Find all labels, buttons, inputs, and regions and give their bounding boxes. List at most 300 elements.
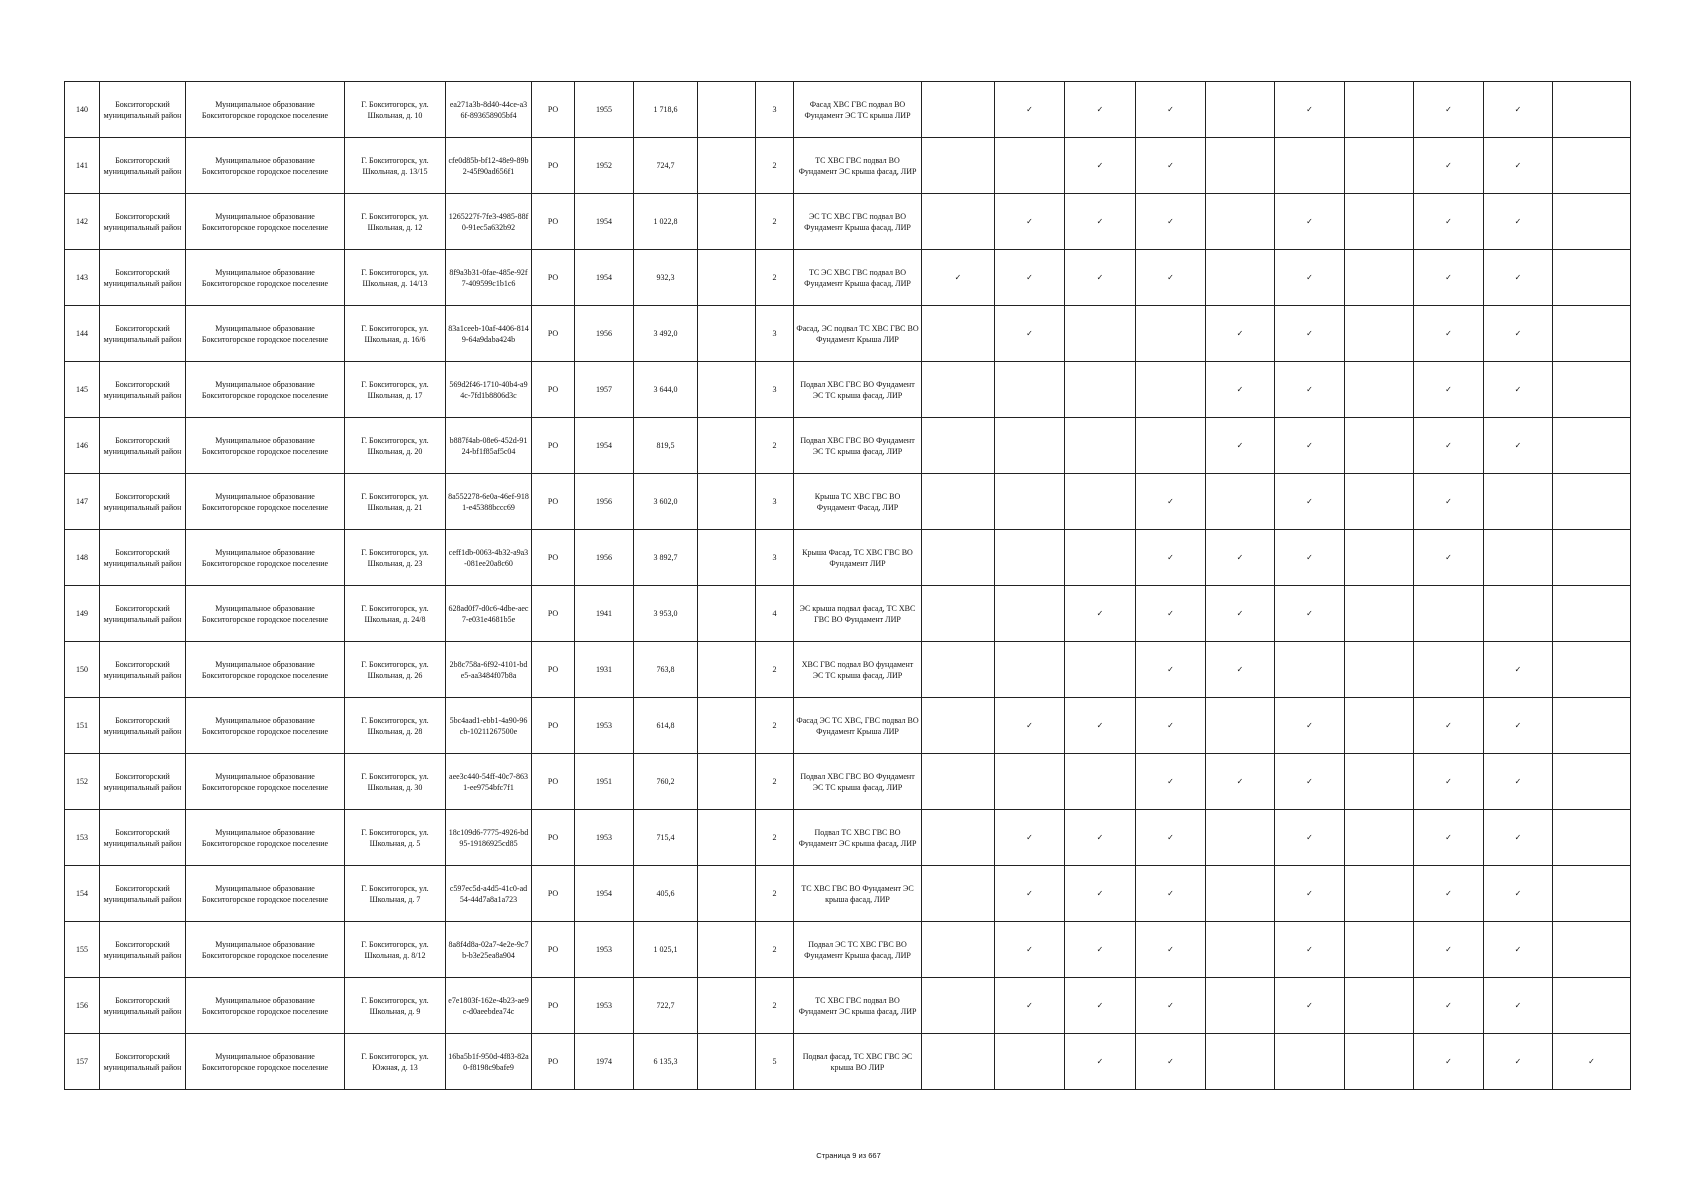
check-mark-cell: ✓ (1136, 698, 1206, 754)
empty-check-cell (1065, 642, 1136, 698)
blank-cell (698, 1034, 756, 1090)
municipality-cell: Муниципальное образование Бокситогорское городское поселение (186, 250, 345, 306)
area-cell: 3 953,0 (634, 586, 698, 642)
row-number-cell: 145 (65, 362, 100, 418)
empty-check-cell (1345, 530, 1414, 586)
check-mark-cell: ✓ (1414, 810, 1484, 866)
check-mark-cell: ✓ (1275, 418, 1345, 474)
check-mark-cell: ✓ (1275, 698, 1345, 754)
empty-check-cell (1065, 306, 1136, 362)
table-row (65, 922, 1631, 978)
check-mark-cell: ✓ (995, 866, 1065, 922)
works-list-cell: Фасад, ЭС подвал ТС ХВС ГВС ВО Фундамент Крыша ЛИР (794, 306, 922, 362)
empty-check-cell (995, 418, 1065, 474)
year-cell: 1953 (575, 978, 634, 1034)
empty-check-cell (922, 306, 995, 362)
municipality-cell: Муниципальное образование Бокситогорское городское поселение (186, 474, 345, 530)
works-list-cell: ХВС ГВС подвал ВО фундамент ЭС ТС крыша фасад, ЛИР (794, 642, 922, 698)
address-cell: Г. Бокситогорск, ул. Школьная, д. 12 (345, 194, 446, 250)
empty-check-cell (1553, 306, 1631, 362)
municipality-cell: Муниципальное образование Бокситогорское городское поселение (186, 138, 345, 194)
guid-cell: cfe0d85b-bf12-48e9-89b2-45f90ad656f1 (446, 138, 532, 194)
municipality-cell: Муниципальное образование Бокситогорское городское поселение (186, 1034, 345, 1090)
check-mark-cell: ✓ (1136, 530, 1206, 586)
district-cell: Бокситогорский муниципальный район (100, 698, 186, 754)
row-number-cell: 151 (65, 698, 100, 754)
municipality-cell: Муниципальное образование Бокситогорское городское поселение (186, 866, 345, 922)
type-cell: РО (532, 250, 575, 306)
empty-check-cell (1553, 586, 1631, 642)
page-footer (0, 1151, 1697, 1160)
area-cell: 819,5 (634, 418, 698, 474)
empty-check-cell (1553, 754, 1631, 810)
year-cell: 1953 (575, 810, 634, 866)
blank-cell (698, 586, 756, 642)
guid-cell: 8f9a3b31-0fae-485e-92f7-409599c1b1c6 (446, 250, 532, 306)
municipality-cell: Муниципальное образование Бокситогорское городское поселение (186, 362, 345, 418)
empty-check-cell (922, 586, 995, 642)
guid-cell: 83a1ceeb-10af-4406-8149-64a9daba424b (446, 306, 532, 362)
table-row (65, 1034, 1631, 1090)
check-mark-cell: ✓ (1206, 530, 1275, 586)
check-mark-cell: ✓ (1065, 138, 1136, 194)
check-mark-cell: ✓ (995, 306, 1065, 362)
table-row (65, 586, 1631, 642)
area-cell: 1 022,8 (634, 194, 698, 250)
district-cell: Бокситогорский муниципальный район (100, 474, 186, 530)
row-number-cell: 150 (65, 642, 100, 698)
municipality-cell: Муниципальное образование Бокситогорское городское поселение (186, 642, 345, 698)
type-cell: РО (532, 82, 575, 138)
empty-check-cell (1553, 530, 1631, 586)
check-mark-cell: ✓ (1414, 530, 1484, 586)
empty-check-cell (1345, 866, 1414, 922)
empty-check-cell (1553, 138, 1631, 194)
empty-check-cell (1553, 418, 1631, 474)
check-mark-cell: ✓ (1136, 978, 1206, 1034)
district-cell: Бокситогорский муниципальный район (100, 810, 186, 866)
year-cell: 1931 (575, 642, 634, 698)
check-mark-cell: ✓ (995, 810, 1065, 866)
empty-check-cell (995, 642, 1065, 698)
empty-check-cell (922, 866, 995, 922)
type-cell: РО (532, 418, 575, 474)
registry-body (65, 82, 1631, 1090)
address-cell: Г. Бокситогорск, ул. Южная, д. 13 (345, 1034, 446, 1090)
empty-check-cell (1553, 362, 1631, 418)
check-mark-cell: ✓ (1484, 754, 1553, 810)
empty-check-cell (1345, 362, 1414, 418)
type-cell: РО (532, 138, 575, 194)
area-cell: 1 025,1 (634, 922, 698, 978)
check-mark-cell: ✓ (1484, 1034, 1553, 1090)
table-row (65, 866, 1631, 922)
works-list-cell: Подвал ХВС ГВС ВО Фундамент ЭС ТС крыша фасад, ЛИР (794, 754, 922, 810)
type-cell: РО (532, 306, 575, 362)
check-mark-cell: ✓ (995, 194, 1065, 250)
row-number-cell: 152 (65, 754, 100, 810)
municipality-cell: Муниципальное образование Бокситогорское городское поселение (186, 754, 345, 810)
check-mark-cell: ✓ (1136, 642, 1206, 698)
empty-check-cell (1206, 698, 1275, 754)
check-mark-cell: ✓ (1484, 138, 1553, 194)
check-mark-cell: ✓ (1414, 474, 1484, 530)
empty-check-cell (1065, 362, 1136, 418)
empty-check-cell (922, 362, 995, 418)
empty-check-cell (1065, 418, 1136, 474)
empty-check-cell (1553, 474, 1631, 530)
check-mark-cell: ✓ (1206, 362, 1275, 418)
year-cell: 1956 (575, 474, 634, 530)
check-mark-cell: ✓ (1136, 810, 1206, 866)
count-cell: 3 (756, 530, 794, 586)
municipality-cell: Муниципальное образование Бокситогорское городское поселение (186, 698, 345, 754)
year-cell: 1953 (575, 698, 634, 754)
check-mark-cell: ✓ (1065, 194, 1136, 250)
empty-check-cell (1345, 978, 1414, 1034)
empty-check-cell (1206, 810, 1275, 866)
year-cell: 1954 (575, 194, 634, 250)
check-mark-cell: ✓ (1136, 586, 1206, 642)
address-cell: Г. Бокситогорск, ул. Школьная, д. 13/15 (345, 138, 446, 194)
empty-check-cell (922, 642, 995, 698)
check-mark-cell: ✓ (1275, 194, 1345, 250)
empty-check-cell (1206, 250, 1275, 306)
count-cell: 2 (756, 866, 794, 922)
type-cell: РО (532, 642, 575, 698)
check-mark-cell: ✓ (1136, 82, 1206, 138)
year-cell: 1954 (575, 866, 634, 922)
check-mark-cell: ✓ (1136, 138, 1206, 194)
empty-check-cell (1553, 642, 1631, 698)
works-list-cell: Подвал ЭС ТС ХВС ГВС ВО Фундамент Крыша фасад, ЛИР (794, 922, 922, 978)
works-list-cell: Подвал ХВС ГВС ВО Фундамент ЭС ТС крыша фасад, ЛИР (794, 362, 922, 418)
empty-check-cell (1553, 978, 1631, 1034)
table-row (65, 530, 1631, 586)
address-cell: Г. Бокситогорск, ул. Школьная, д. 28 (345, 698, 446, 754)
year-cell: 1952 (575, 138, 634, 194)
check-mark-cell: ✓ (1275, 978, 1345, 1034)
guid-cell: 18c109d6-7775-4926-bd95-19186925cd85 (446, 810, 532, 866)
empty-check-cell (1345, 138, 1414, 194)
empty-check-cell (1275, 138, 1345, 194)
check-mark-cell: ✓ (1065, 1034, 1136, 1090)
area-cell: 724,7 (634, 138, 698, 194)
check-mark-cell: ✓ (1414, 922, 1484, 978)
year-cell: 1957 (575, 362, 634, 418)
table-row (65, 642, 1631, 698)
year-cell: 1955 (575, 82, 634, 138)
type-cell: РО (532, 194, 575, 250)
blank-cell (698, 810, 756, 866)
district-cell: Бокситогорский муниципальный район (100, 418, 186, 474)
type-cell: РО (532, 810, 575, 866)
guid-cell: 8a552278-6e0a-46ef-9181-e45388bccc69 (446, 474, 532, 530)
blank-cell (698, 922, 756, 978)
row-number-cell: 148 (65, 530, 100, 586)
check-mark-cell: ✓ (922, 250, 995, 306)
check-mark-cell: ✓ (1136, 250, 1206, 306)
area-cell: 715,4 (634, 810, 698, 866)
type-cell: РО (532, 754, 575, 810)
empty-check-cell (1345, 754, 1414, 810)
area-cell: 3 892,7 (634, 530, 698, 586)
count-cell: 5 (756, 1034, 794, 1090)
district-cell: Бокситогорский муниципальный район (100, 194, 186, 250)
guid-cell: 2b8c758a-6f92-4101-bde5-aa3484f07b8a (446, 642, 532, 698)
count-cell: 2 (756, 642, 794, 698)
table-row (65, 194, 1631, 250)
registry-table (64, 81, 1631, 1090)
empty-check-cell (995, 586, 1065, 642)
empty-check-cell (922, 754, 995, 810)
empty-check-cell (1206, 82, 1275, 138)
check-mark-cell: ✓ (1275, 474, 1345, 530)
address-cell: Г. Бокситогорск, ул. Школьная, д. 9 (345, 978, 446, 1034)
empty-check-cell (1136, 418, 1206, 474)
empty-check-cell (1206, 474, 1275, 530)
empty-check-cell (1345, 250, 1414, 306)
type-cell: РО (532, 698, 575, 754)
empty-check-cell (1345, 586, 1414, 642)
address-cell: Г. Бокситогорск, ул. Школьная, д. 20 (345, 418, 446, 474)
empty-check-cell (922, 1034, 995, 1090)
check-mark-cell: ✓ (1484, 698, 1553, 754)
check-mark-cell: ✓ (1484, 250, 1553, 306)
check-mark-cell: ✓ (1206, 754, 1275, 810)
empty-check-cell (1345, 810, 1414, 866)
year-cell: 1974 (575, 1034, 634, 1090)
check-mark-cell: ✓ (1275, 530, 1345, 586)
empty-check-cell (1345, 474, 1414, 530)
empty-check-cell (1345, 1034, 1414, 1090)
empty-check-cell (922, 474, 995, 530)
check-mark-cell: ✓ (1275, 810, 1345, 866)
year-cell: 1954 (575, 418, 634, 474)
empty-check-cell (995, 530, 1065, 586)
check-mark-cell: ✓ (1065, 698, 1136, 754)
empty-check-cell (1275, 642, 1345, 698)
area-cell: 614,8 (634, 698, 698, 754)
municipality-cell: Муниципальное образование Бокситогорское городское поселение (186, 82, 345, 138)
works-list-cell: Крыша Фасад, ТС ХВС ГВС ВО Фундамент ЛИР (794, 530, 922, 586)
guid-cell: 628ad0f7-d0c6-4dbe-aec7-e031e4681b5e (446, 586, 532, 642)
works-list-cell: Фасад ЭС ТС ХВС, ГВС подвал ВО Фундамент Крыша ЛИР (794, 698, 922, 754)
count-cell: 2 (756, 698, 794, 754)
empty-check-cell (1345, 82, 1414, 138)
row-number-cell: 156 (65, 978, 100, 1034)
row-number-cell: 146 (65, 418, 100, 474)
check-mark-cell: ✓ (995, 922, 1065, 978)
check-mark-cell: ✓ (1275, 250, 1345, 306)
blank-cell (698, 194, 756, 250)
district-cell: Бокситогорский муниципальный район (100, 250, 186, 306)
type-cell: РО (532, 530, 575, 586)
check-mark-cell: ✓ (1136, 474, 1206, 530)
check-mark-cell: ✓ (1414, 82, 1484, 138)
check-mark-cell: ✓ (1275, 586, 1345, 642)
check-mark-cell: ✓ (1206, 306, 1275, 362)
works-list-cell: ТС ХВС ГВС ВО Фундамент ЭС крыша фасад, ЛИР (794, 866, 922, 922)
table-row (65, 138, 1631, 194)
works-list-cell: ТС ХВС ГВС подвал ВО Фундамент ЭС крыша фасад, ЛИР (794, 138, 922, 194)
empty-check-cell (1345, 922, 1414, 978)
area-cell: 3 644,0 (634, 362, 698, 418)
blank-cell (698, 642, 756, 698)
row-number-cell: 143 (65, 250, 100, 306)
empty-check-cell (995, 362, 1065, 418)
works-list-cell: ТС ЭС ХВС ГВС подвал ВО Фундамент Крыша фасад, ЛИР (794, 250, 922, 306)
check-mark-cell: ✓ (1553, 1034, 1631, 1090)
check-mark-cell: ✓ (1275, 362, 1345, 418)
year-cell: 1953 (575, 922, 634, 978)
empty-check-cell (1484, 474, 1553, 530)
address-cell: Г. Бокситогорск, ул. Школьная, д. 30 (345, 754, 446, 810)
check-mark-cell: ✓ (1136, 922, 1206, 978)
type-cell: РО (532, 866, 575, 922)
empty-check-cell (1345, 418, 1414, 474)
municipality-cell: Муниципальное образование Бокситогорское городское поселение (186, 530, 345, 586)
empty-check-cell (1345, 642, 1414, 698)
count-cell: 2 (756, 810, 794, 866)
empty-check-cell (922, 922, 995, 978)
municipality-cell: Муниципальное образование Бокситогорское городское поселение (186, 586, 345, 642)
year-cell: 1951 (575, 754, 634, 810)
table-row (65, 306, 1631, 362)
table-row (65, 810, 1631, 866)
blank-cell (698, 138, 756, 194)
check-mark-cell: ✓ (1484, 82, 1553, 138)
check-mark-cell: ✓ (1065, 586, 1136, 642)
count-cell: 4 (756, 586, 794, 642)
empty-check-cell (1206, 866, 1275, 922)
empty-check-cell (1484, 530, 1553, 586)
empty-check-cell (1345, 698, 1414, 754)
check-mark-cell: ✓ (1136, 754, 1206, 810)
municipality-cell: Муниципальное образование Бокситогорское городское поселение (186, 810, 345, 866)
guid-cell: 569d2f46-1710-40b4-a94c-7fd1b8806d3c (446, 362, 532, 418)
check-mark-cell: ✓ (995, 698, 1065, 754)
row-number-cell: 142 (65, 194, 100, 250)
works-list-cell: ЭС крыша подвал фасад, ТС ХВС ГВС ВО Фундамент ЛИР (794, 586, 922, 642)
address-cell: Г. Бокситогорск, ул. Школьная, д. 21 (345, 474, 446, 530)
guid-cell: b887f4ab-08e6-452d-9124-bf1f85af5c04 (446, 418, 532, 474)
check-mark-cell: ✓ (1484, 810, 1553, 866)
empty-check-cell (1553, 194, 1631, 250)
area-cell: 3 492,0 (634, 306, 698, 362)
area-cell: 1 718,6 (634, 82, 698, 138)
check-mark-cell: ✓ (1484, 362, 1553, 418)
row-number-cell: 157 (65, 1034, 100, 1090)
empty-check-cell (1065, 474, 1136, 530)
check-mark-cell: ✓ (1206, 418, 1275, 474)
blank-cell (698, 530, 756, 586)
table-row (65, 250, 1631, 306)
municipality-cell: Муниципальное образование Бокситогорское городское поселение (186, 194, 345, 250)
row-number-cell: 144 (65, 306, 100, 362)
empty-check-cell (1553, 866, 1631, 922)
check-mark-cell: ✓ (1414, 418, 1484, 474)
empty-check-cell (1553, 922, 1631, 978)
area-cell: 722,7 (634, 978, 698, 1034)
check-mark-cell: ✓ (1275, 922, 1345, 978)
table-row (65, 754, 1631, 810)
check-mark-cell: ✓ (1136, 1034, 1206, 1090)
guid-cell: 16ba5b1f-950d-4f83-82a0-f8198c9bafe9 (446, 1034, 532, 1090)
table-row (65, 418, 1631, 474)
row-number-cell: 154 (65, 866, 100, 922)
count-cell: 3 (756, 82, 794, 138)
check-mark-cell: ✓ (1065, 250, 1136, 306)
empty-check-cell (1206, 194, 1275, 250)
check-mark-cell: ✓ (1275, 754, 1345, 810)
check-mark-cell: ✓ (995, 82, 1065, 138)
check-mark-cell: ✓ (1275, 866, 1345, 922)
area-cell: 932,3 (634, 250, 698, 306)
check-mark-cell: ✓ (995, 978, 1065, 1034)
empty-check-cell (1345, 306, 1414, 362)
page-number-label: Страница 9 из 667 (816, 1151, 881, 1160)
blank-cell (698, 418, 756, 474)
count-cell: 2 (756, 418, 794, 474)
count-cell: 2 (756, 250, 794, 306)
check-mark-cell: ✓ (1065, 978, 1136, 1034)
row-number-cell: 140 (65, 82, 100, 138)
district-cell: Бокситогорский муниципальный район (100, 978, 186, 1034)
check-mark-cell: ✓ (1065, 82, 1136, 138)
district-cell: Бокситогорский муниципальный район (100, 306, 186, 362)
guid-cell: 8a8f4d8a-02a7-4e2e-9c7b-b3e25ea8a904 (446, 922, 532, 978)
empty-check-cell (1136, 362, 1206, 418)
area-cell: 760,2 (634, 754, 698, 810)
area-cell: 763,8 (634, 642, 698, 698)
works-list-cell: Подвал фасад, ТС ХВС ГВС ЭС крыша ВО ЛИР (794, 1034, 922, 1090)
check-mark-cell: ✓ (1414, 306, 1484, 362)
count-cell: 2 (756, 922, 794, 978)
year-cell: 1956 (575, 530, 634, 586)
district-cell: Бокситогорский муниципальный район (100, 642, 186, 698)
table-row (65, 978, 1631, 1034)
check-mark-cell: ✓ (1414, 1034, 1484, 1090)
blank-cell (698, 698, 756, 754)
municipality-cell: Муниципальное образование Бокситогорское городское поселение (186, 922, 345, 978)
address-cell: Г. Бокситогорск, ул. Школьная, д. 26 (345, 642, 446, 698)
count-cell: 3 (756, 306, 794, 362)
empty-check-cell (995, 138, 1065, 194)
blank-cell (698, 474, 756, 530)
guid-cell: c597ec5d-a4d5-41c0-ad54-44d7a8a1a723 (446, 866, 532, 922)
blank-cell (698, 82, 756, 138)
address-cell: Г. Бокситогорск, ул. Школьная, д. 8/12 (345, 922, 446, 978)
row-number-cell: 155 (65, 922, 100, 978)
guid-cell: ceff1db-0063-4b32-a9a3-081ee20a8c60 (446, 530, 532, 586)
works-list-cell: Подвал ТС ХВС ГВС ВО Фундамент ЭС крыша фасад, ЛИР (794, 810, 922, 866)
registry-sheet (64, 81, 1631, 1090)
count-cell: 2 (756, 978, 794, 1034)
address-cell: Г. Бокситогорск, ул. Школьная, д. 17 (345, 362, 446, 418)
guid-cell: e7e1803f-162e-4b23-ae9c-d0aeebdea74c (446, 978, 532, 1034)
row-number-cell: 147 (65, 474, 100, 530)
check-mark-cell: ✓ (1414, 978, 1484, 1034)
empty-check-cell (1345, 194, 1414, 250)
check-mark-cell: ✓ (1414, 138, 1484, 194)
empty-check-cell (995, 474, 1065, 530)
district-cell: Бокситогорский муниципальный район (100, 530, 186, 586)
table-row (65, 698, 1631, 754)
empty-check-cell (1275, 1034, 1345, 1090)
type-cell: РО (532, 362, 575, 418)
district-cell: Бокситогорский муниципальный район (100, 922, 186, 978)
